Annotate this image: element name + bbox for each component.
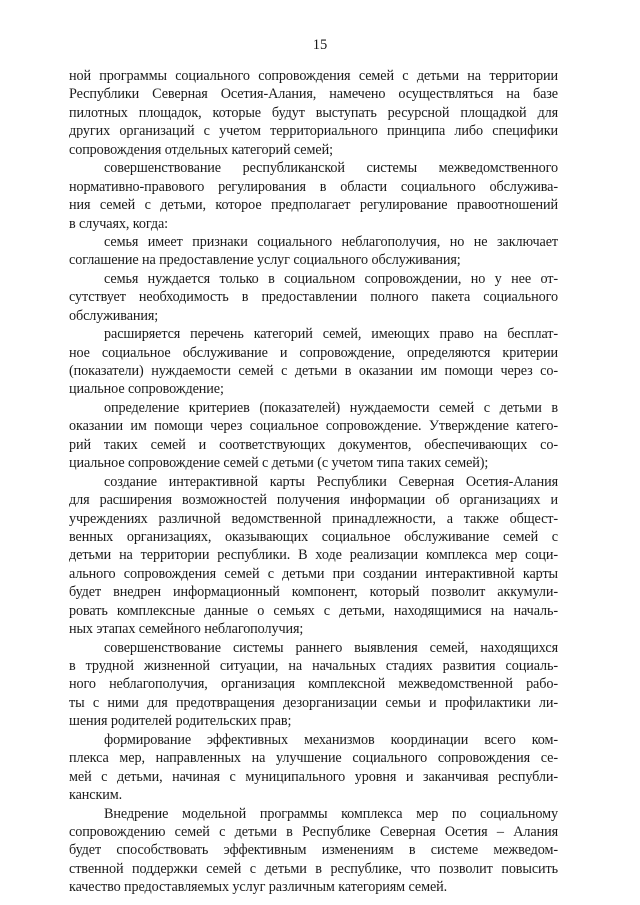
- text-line: для расширения возможностей получения информации об организациях и: [69, 492, 558, 509]
- text-line: ное социальное обслуживание и сопровождение, определяются критерии: [69, 344, 558, 361]
- text-line: ального сопровождения семей с детьми при создании интерактивной карты: [69, 565, 558, 582]
- text-line: ного неблагополучия, организация комплексной межведомственной рабо-: [69, 676, 558, 693]
- text-line: в трудной жизненной ситуации, на начальных стадиях развития социаль-: [69, 658, 558, 674]
- text-line: венных организациях, оказывающих социальное обслуживание семей с: [69, 528, 558, 545]
- text-line: рий таких семей и соответствующих документов, обеспечивающих со-: [69, 436, 558, 453]
- text-line: шения родителей родительских прав;: [69, 713, 292, 730]
- text-line: ных этапах семейного неблагополучия;: [69, 621, 304, 638]
- text-line: ровать комплексные данные о семьях с детьми, находящимися на началь-: [69, 602, 558, 619]
- text-line: ния семей с детьми, которое предполагает регулирование правоотношений: [69, 197, 558, 214]
- text-line: будет внедрен информационный компонент, который позволит аккумули-: [69, 584, 558, 601]
- document-body: [69, 67, 558, 897]
- text-line: сопровождения отдельных категорий семей;: [69, 141, 333, 158]
- page-number: 15: [312, 37, 328, 53]
- text-line: сутствует необходимость в предоставлении полного пакета социального: [69, 289, 558, 306]
- text-line: формирование эффективных механизмов координации всего ком-: [104, 731, 558, 748]
- text-line: циальное сопровождение;: [69, 381, 224, 398]
- text-line: сопровождению семей с детьми в Республике Северная Осетия – Алания: [69, 823, 558, 840]
- text-line: плекса мер, направленных на улучшение социального сопровождения се-: [69, 750, 558, 767]
- text-line: оказании им помощи через социальное сопровождение. Утверждение катего-: [69, 418, 558, 435]
- text-line: семья имеет признаки социального неблагополучия, но не заключает: [104, 233, 558, 250]
- text-line: учреждениях различной ведомственной принадлежности, а также общест-: [69, 510, 558, 527]
- text-line: создание интерактивной карты Республики Северная Осетия-Алания: [104, 473, 558, 490]
- text-line: соглашение на предоставление услуг социального обслуживания;: [69, 252, 461, 269]
- text-line: Республики Северная Осетия-Алания, намечено осуществляться на базе: [69, 86, 558, 103]
- text-line: ственной поддержки семей с детьми в республике, что позволит повысить: [69, 860, 558, 877]
- text-line: канским.: [69, 787, 123, 804]
- text-line: Внедрение модельной программы комплекса мер по социальному: [104, 805, 558, 822]
- text-line: других организаций с учетом территориального принципа либо специфики: [69, 123, 558, 140]
- text-line: мей с детьми, начиная с муниципального уровня и заканчивая республи-: [69, 768, 558, 785]
- text-line: семья нуждается только в социальном сопровождении, но у нее от-: [104, 270, 558, 287]
- text-line: ты с ними для предотвращения дезорганизации семьи и профилактики ли-: [69, 694, 558, 711]
- text-line: пилотных площадок, которые будут выступать ресурсной площадкой для: [69, 104, 558, 121]
- text-line: нормативно-правового регулирования в области социального обслужива-: [69, 178, 558, 195]
- text-line: расширяется перечень категорий семей, имеющих право на бесплат-: [104, 326, 558, 343]
- text-line: циальное сопровождение семей с детьми (с учетом типа таких семей);: [69, 455, 489, 472]
- text-line: (показатели) нуждаемости семей с детьми в оказании им помощи через со-: [69, 363, 558, 379]
- text-line: детьми на территории республики. В ходе реализации комплекса мер соци-: [69, 547, 558, 564]
- text-line: будет способствовать эффективным изменениям в системе межведом-: [69, 842, 558, 859]
- text-line: совершенствование республиканской системы межведомственного: [104, 160, 558, 177]
- text-line: совершенствование системы раннего выявления семей, находящихся: [104, 639, 558, 656]
- text-line: ной программы социального сопровождения семей с детьми на территории: [69, 68, 558, 84]
- text-line: качество предоставляемых услуг различным категориям семей.: [69, 879, 448, 896]
- text-line: обслуживания;: [69, 307, 159, 324]
- text-line: в случаях, когда:: [69, 215, 168, 232]
- text-line: определение критериев (показателей) нуждаемости семей с детьми в: [104, 399, 558, 416]
